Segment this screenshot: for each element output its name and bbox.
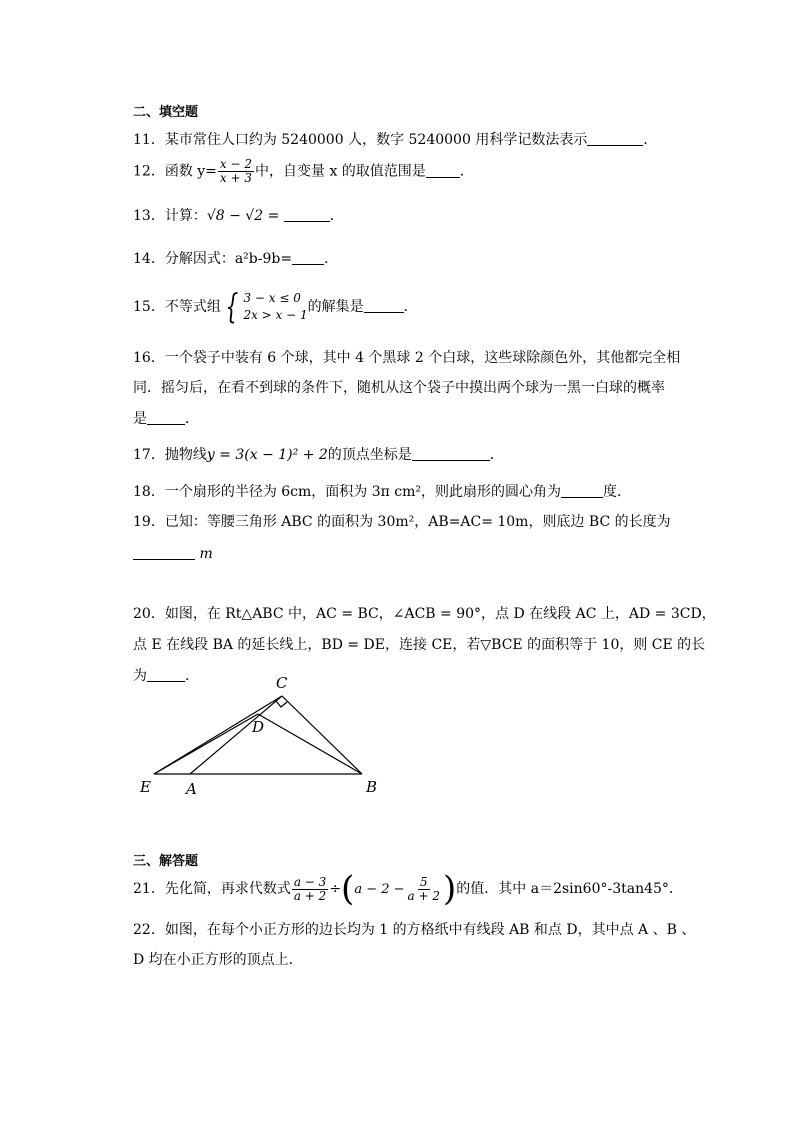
- question-12: [133, 158, 474, 185]
- question-22-line-2: D 均在小正方形的顶点上．: [133, 952, 303, 968]
- answer-blank[interactable]: [284, 207, 330, 222]
- inner-expression: a − 2 −: [354, 882, 405, 897]
- answer-blank[interactable]: [133, 545, 195, 560]
- question-17-prefix: 17．抛物线: [133, 447, 207, 463]
- division-sign: ÷: [329, 881, 342, 897]
- question-13: [133, 207, 344, 225]
- fraction-1-numerator: a − 3: [293, 874, 327, 889]
- fraction-2-numerator: 5: [419, 874, 428, 889]
- question-16-line-1: 16．一个袋子中装有 6 个球，其中 4 个黑球 2 个白球，这些球除颜色外，其他都完全相: [133, 350, 681, 366]
- answer-blank[interactable]: [426, 163, 460, 178]
- segment-ED: [154, 714, 258, 774]
- section-heading-answer: 三、解答题: [133, 854, 199, 869]
- parabola-expression: y = 3(x − 1)² + 2: [206, 447, 328, 463]
- fraction: [218, 158, 254, 185]
- triangle-figure: [130, 668, 390, 800]
- question-19-line-1: 19．已知：等腰三角形 ABC 的面积为 30m²，AB=AC= 10m，则底边 BC 的长度为: [133, 514, 671, 530]
- fraction-numerator: x − 2: [219, 157, 252, 171]
- question-20-text: 为: [133, 668, 147, 684]
- period: ．: [329, 208, 344, 224]
- fraction-1-denominator: a + 2: [293, 888, 327, 903]
- label-A: A: [186, 780, 197, 798]
- question-12-prefix: 12．函数 y=: [133, 163, 217, 180]
- question-15: [133, 287, 418, 327]
- question-14: [133, 250, 338, 268]
- question-16-text: 是: [133, 411, 147, 427]
- fraction-1: [292, 876, 328, 903]
- segment-AC: [190, 696, 282, 774]
- question-15-suffix: 的解集是: [307, 299, 364, 315]
- answer-blank[interactable]: [292, 250, 324, 265]
- fraction-denominator: x + 3: [219, 171, 252, 185]
- period: ．: [185, 668, 199, 684]
- fraction-2: [406, 876, 442, 903]
- question-18-prefix: 18．一个扇形的半径为 6cm，面积为 3π cm²，则此扇形的圆心角为: [133, 484, 562, 500]
- period: ．: [324, 251, 339, 267]
- question-11: [133, 131, 657, 149]
- question-13-prefix: 13．计算：: [133, 208, 207, 224]
- fraction-2-denominator: a + 2: [407, 888, 441, 903]
- question-15-prefix: 15．不等式组: [133, 299, 221, 315]
- inequality-2: 2x > x − 1: [243, 308, 308, 322]
- question-12-suffix: 中，自变量 x 的取值范围是: [255, 163, 426, 180]
- label-D: D: [252, 718, 265, 736]
- period: ．: [643, 132, 658, 148]
- question-16-line-3: [133, 410, 199, 428]
- answer-blank[interactable]: [587, 131, 643, 146]
- label-C: C: [276, 674, 288, 692]
- question-11-text: 11．某市常住人口约为 5240000 人，数字 5240000 用科学记数法表示: [133, 132, 588, 148]
- question-22-line-1: 22．如图，在每个小正方形的边长均为 1 的方格纸中有线段 AB 和点 D，其中点 A 、B 、: [133, 922, 696, 938]
- inequality-1: 3 − x ≤ 0: [243, 291, 301, 305]
- answer-blank[interactable]: [412, 446, 490, 461]
- left-brace: {: [225, 287, 239, 327]
- unit-label: m: [199, 546, 213, 562]
- question-17-suffix: 的顶点坐标是: [327, 447, 412, 463]
- label-B: B: [366, 778, 378, 796]
- question-16-line-2: 同．摇匀后，在看不到球的条件下，随机从这个袋子中摸出两个球为一黑一白球的概率: [133, 380, 665, 396]
- period: ．: [403, 299, 418, 315]
- question-13-expression: √8 − √2 =: [206, 208, 280, 224]
- question-20-line-2: 点 E 在线段 BA 的延长线上，BD = DE，连接 CE，若▽BCE 的面积等于 10，则 CE 的长: [133, 637, 706, 653]
- answer-blank[interactable]: [147, 410, 185, 425]
- question-14-text: 14．分解因式：a²b-9b=: [133, 251, 293, 267]
- question-21-suffix: 的值．其中 a＝2sin60°-3tan45°．: [456, 881, 683, 897]
- label-E: E: [140, 778, 151, 796]
- question-21-prefix: 21．先化简，再求代数式: [133, 881, 291, 897]
- left-paren: (: [341, 869, 355, 909]
- question-18-suffix: 度．: [603, 484, 632, 500]
- period: ．: [489, 447, 504, 463]
- period: ．: [459, 163, 474, 180]
- question-20-line-1: 20．如图，在 Rt△ABC 中，AC = BC，∠ACB = 90°，点 D 在线段 AC 上，AD = 3CD，: [133, 606, 716, 622]
- question-19-line-2: [133, 545, 213, 563]
- question-17: [133, 446, 504, 464]
- right-paren: ): [443, 869, 457, 909]
- answer-blank[interactable]: [364, 298, 404, 313]
- right-angle-marker: [276, 701, 287, 707]
- inequality-system: [221, 287, 308, 327]
- answer-blank[interactable]: [561, 483, 603, 498]
- section-heading-fill-blank: 二、填空题: [133, 105, 199, 120]
- question-18: [133, 483, 631, 501]
- period: ．: [185, 411, 199, 427]
- question-21: [133, 869, 683, 909]
